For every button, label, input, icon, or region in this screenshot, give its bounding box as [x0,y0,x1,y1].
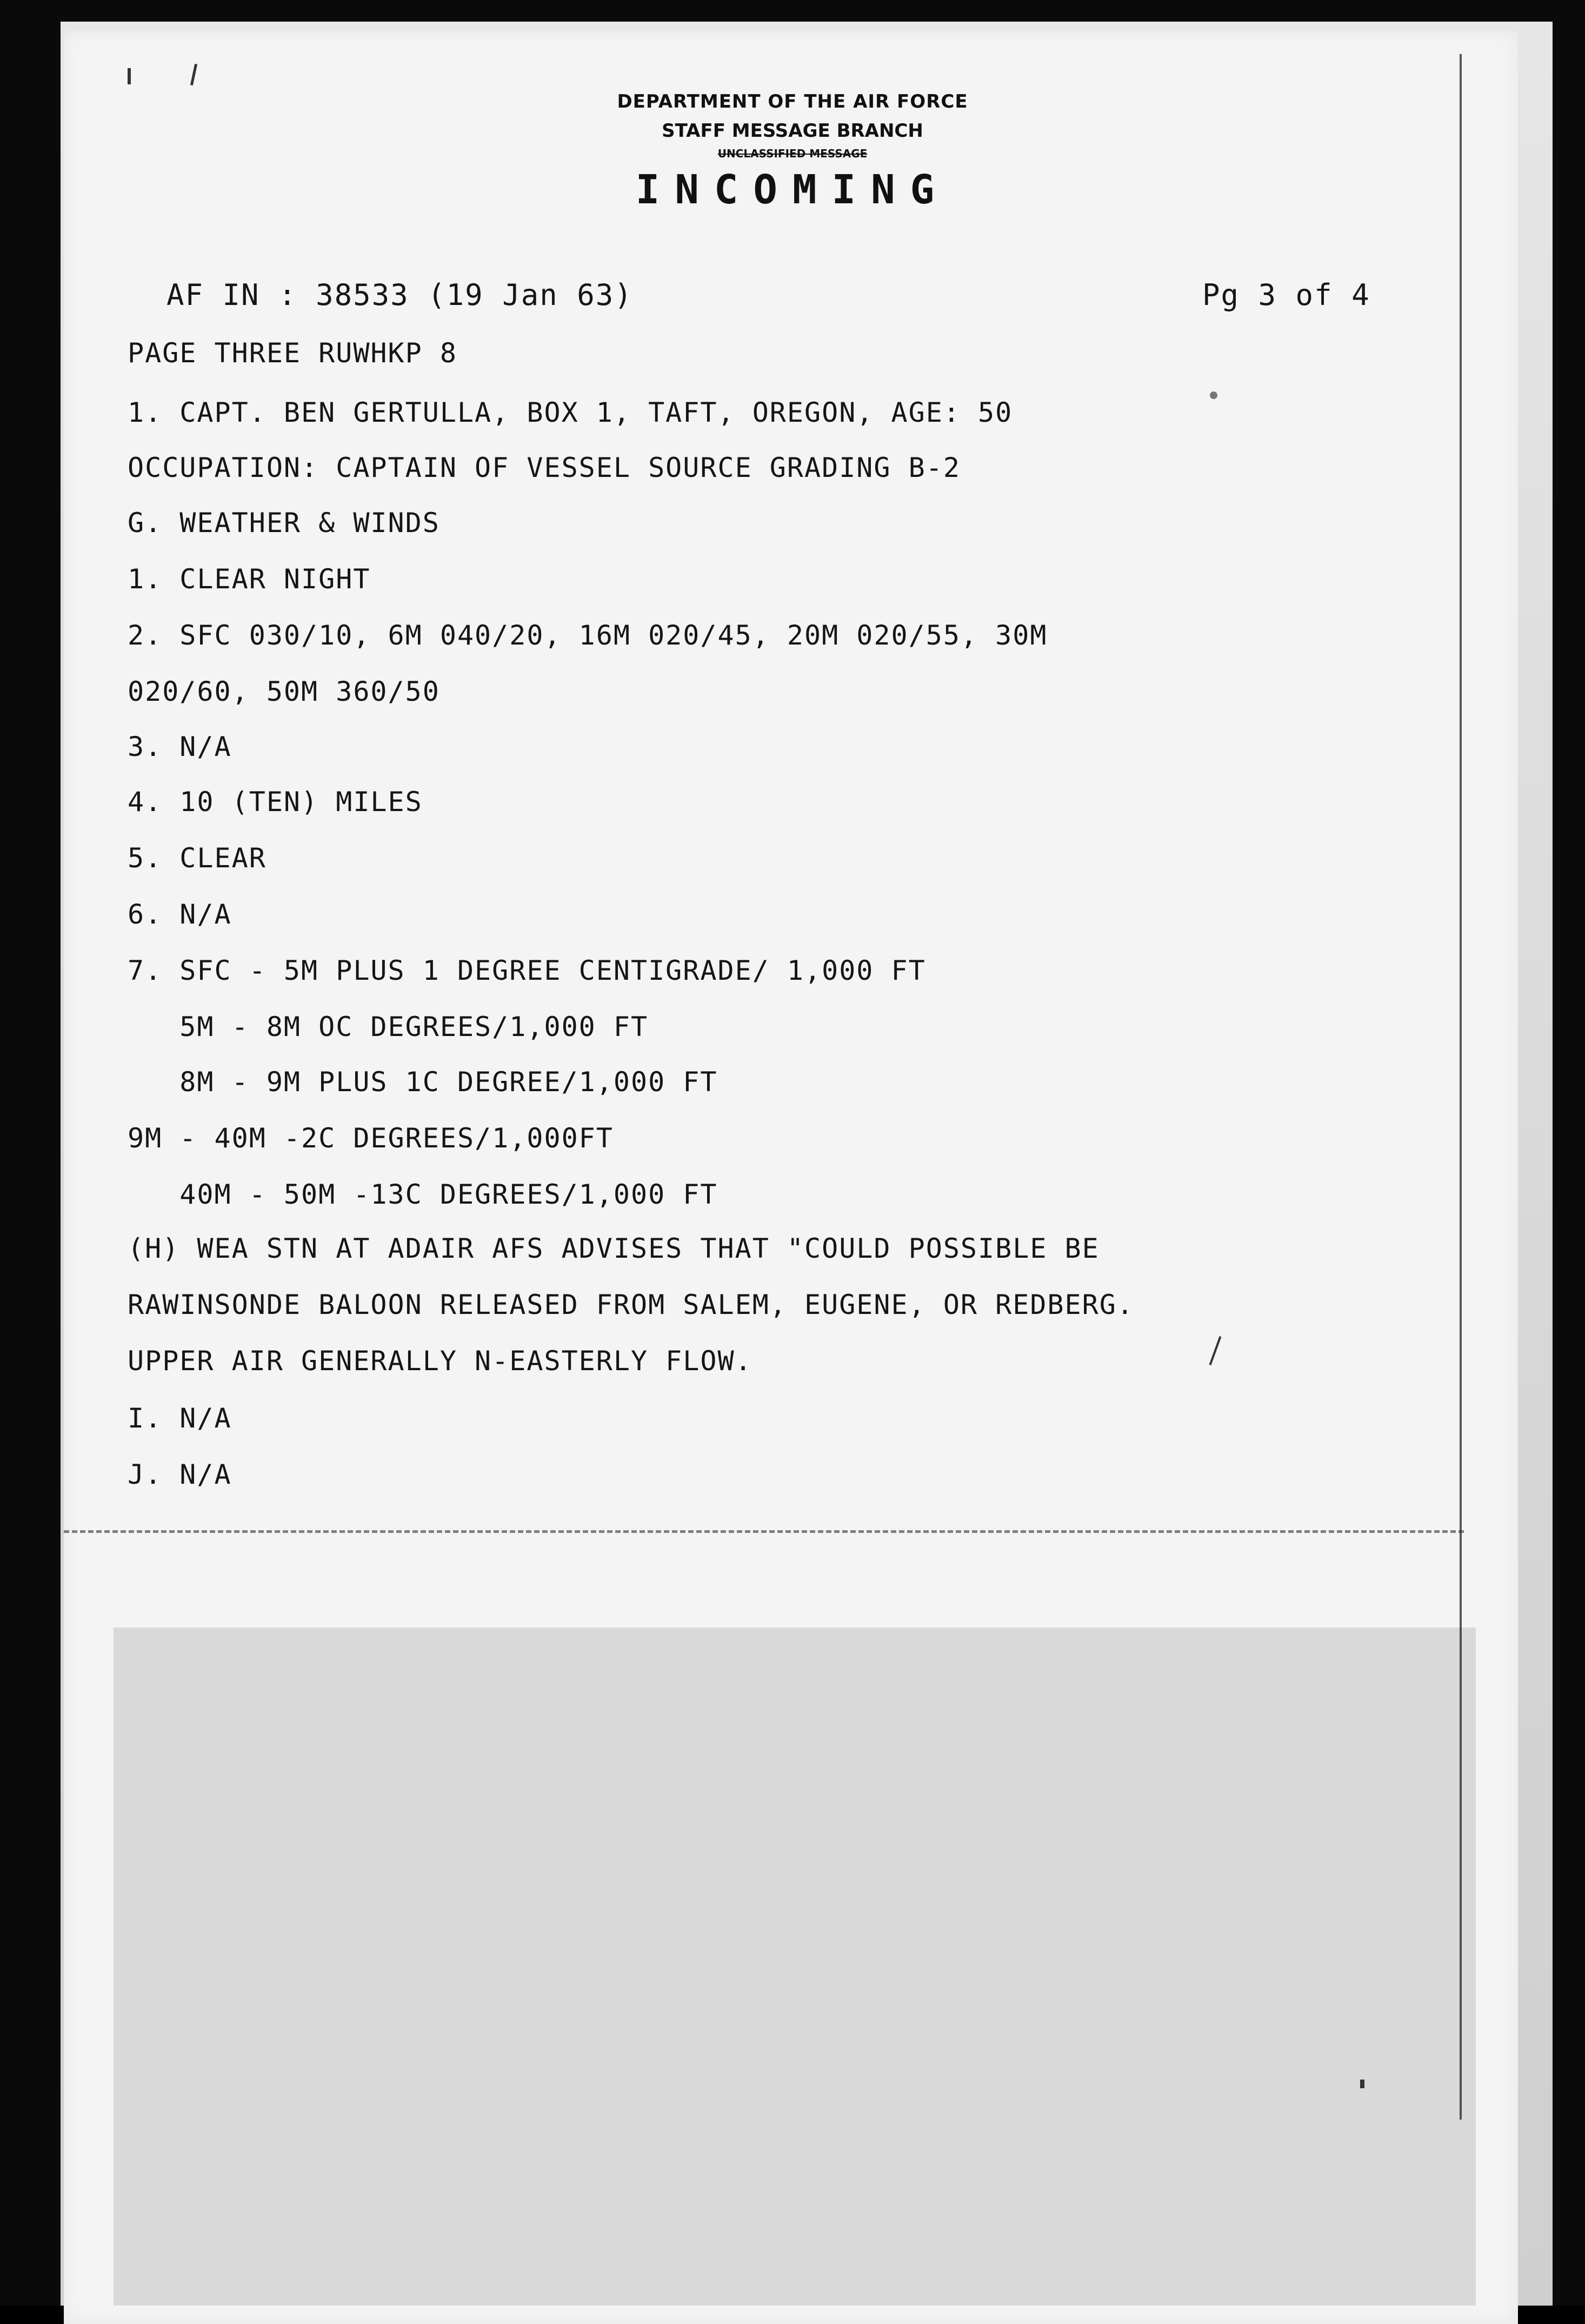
message-line: OCCUPATION: CAPTAIN OF VESSEL SOURCE GRADING B-2 [128,452,961,483]
message-line: (H) WEA STN AT ADAIR AFS ADVISES THAT "COULD POSSIBLE BE [128,1233,1100,1264]
page-indicator: Pg 3 of 4 [1202,278,1370,312]
af-in-reference: AF IN : 38533 (19 Jan 63) [167,278,633,312]
right-margin-line [1460,54,1462,2120]
message-line: UPPER AIR GENERALLY N-EASTERLY FLOW. [128,1345,752,1377]
incoming-title: INCOMING [635,167,950,213]
message-line: 2. SFC 030/10, 6M 040/20, 16M 020/45, 20M 020/55, 30M [128,620,1048,651]
stray-mark [1210,391,1217,399]
tear-off-line [64,1530,1464,1533]
message-line: RAWINSONDE BALOON RELEASED FROM SALEM, EUGENE, OR REDBERG. [128,1289,1134,1320]
branch-heading: STAFF MESSAGE BRANCH [662,120,923,142]
message-line: 020/60, 50M 360/50 [128,676,440,707]
message-line: 5. CLEAR [128,842,267,874]
stray-mark [128,68,131,84]
message-line: 3. N/A [128,731,232,762]
classification-label: UNCLASSIFIED MESSAGE [717,147,868,160]
lower-paper-section [114,1628,1476,2306]
message-line: 1. CAPT. BEN GERTULLA, BOX 1, TAFT, OREGON, AGE: 50 [128,397,1013,428]
message-line: J. N/A [128,1459,232,1490]
message-line: 7. SFC - 5M PLUS 1 DEGREE CENTIGRADE/ 1,000 FT [128,955,926,986]
message-line: 9M - 40M -2C DEGREES/1,000FT [128,1123,614,1154]
department-heading: DEPARTMENT OF THE AIR FORCE [617,91,968,112]
message-line: 8M - 9M PLUS 1C DEGREE/1,000 FT [128,1066,718,1098]
message-line: 40M - 50M -13C DEGREES/1,000 FT [128,1179,718,1210]
message-line: 1. CLEAR NIGHT [128,563,371,595]
message-line: 4. 10 (TEN) MILES [128,786,423,818]
message-line: G. WEATHER & WINDS [128,507,440,539]
message-line: I. N/A [128,1403,232,1434]
message-line: 6. N/A [128,899,232,930]
stray-mark [1360,2080,1364,2088]
message-line: PAGE THREE RUWHKP 8 [128,337,457,369]
message-line: 5M - 8M OC DEGREES/1,000 FT [128,1011,649,1043]
